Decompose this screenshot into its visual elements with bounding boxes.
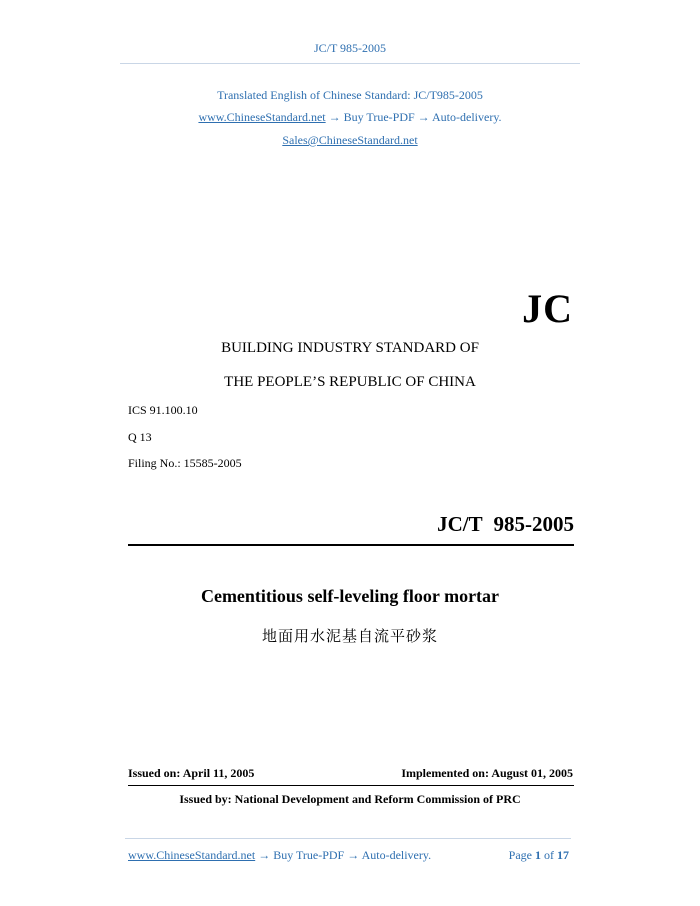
classification-code: Q 13	[128, 430, 152, 444]
footer-purchase-line	[128, 848, 431, 863]
page-number: 1	[535, 848, 541, 862]
purchase-text: → Buy True-PDF → Auto-delivery.	[325, 110, 502, 124]
implemented-on-date: Implemented on: August 01, 2005	[401, 766, 573, 780]
standard-number: JC/T 985-2005	[437, 512, 574, 536]
page-of-label: of	[541, 848, 557, 862]
issue-divider	[128, 785, 574, 786]
standard-heading-line1: BUILDING INDUSTRY STANDARD OF	[221, 340, 479, 356]
issued-on-date: Issued on: April 11, 2005	[128, 766, 255, 780]
document-title-en: Cementitious self-leveling floor mortar	[200, 586, 500, 606]
header-divider	[120, 63, 580, 64]
page-total: 17	[557, 848, 569, 862]
site-link[interactable]: www.ChineseStandard.net	[198, 110, 326, 124]
filing-number: Filing No.: 15585-2005	[128, 456, 242, 470]
footer-divider	[125, 838, 571, 839]
footer-site-link[interactable]: www.ChineseStandard.net	[128, 848, 256, 862]
issuing-authority: Issued by: National Development and Reform Commission of PRC	[179, 792, 521, 806]
standard-heading-line2: THE PEOPLE’S REPUBLIC OF CHINA	[224, 374, 476, 390]
standard-number-rule	[128, 544, 574, 546]
page-indicator	[509, 848, 569, 863]
sales-email-link[interactable]: Sales@ChineseStandard.net	[282, 133, 418, 147]
translation-note: Translated English of Chinese Standard: JC/T985-2005	[217, 88, 483, 102]
jc-logo: JC	[522, 286, 573, 331]
ics-code: ICS 91.100.10	[128, 403, 198, 417]
document-title-cn: 地面用水泥基自流平砂浆	[261, 627, 438, 645]
page-header-title: JC/T 985-2005	[313, 41, 387, 55]
page-label: Page	[508, 848, 535, 862]
purchase-line	[0, 110, 700, 125]
footer-purchase-text: → Buy True-PDF → Auto-delivery.	[255, 848, 432, 862]
email-line	[0, 133, 700, 148]
